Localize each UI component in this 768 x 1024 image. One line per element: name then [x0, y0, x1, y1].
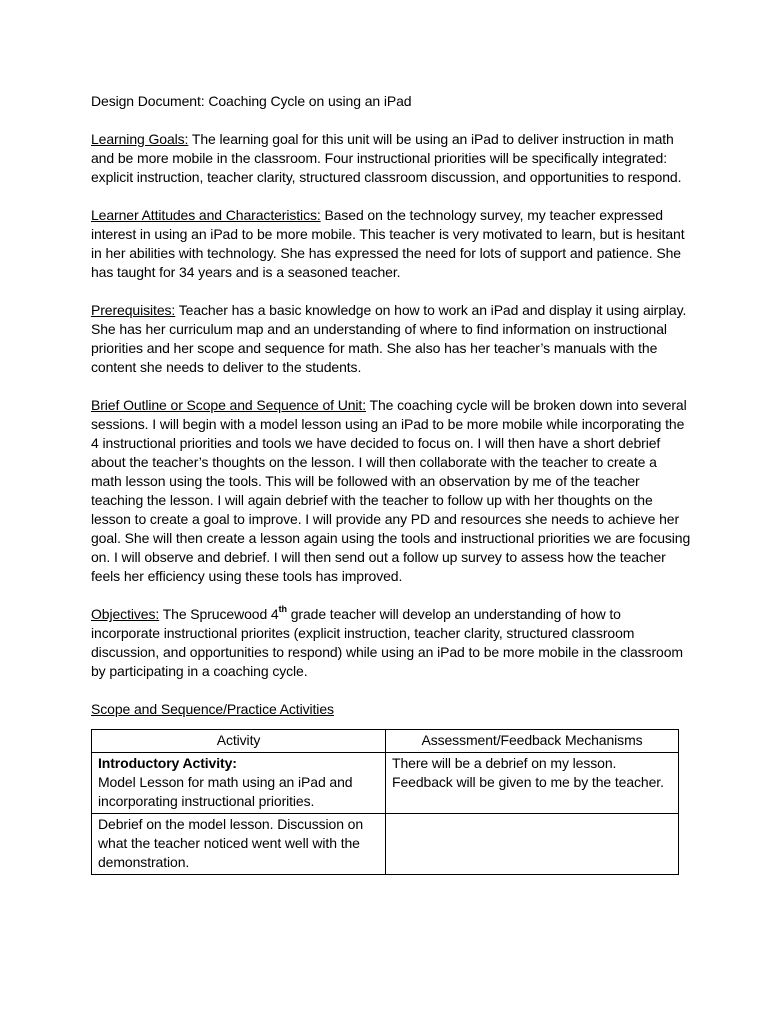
assessment-text-line: Feedback will be given to me by the teacher.	[392, 774, 664, 790]
learner-attitudes-heading: Learner Attitudes and Characteristics:	[91, 207, 321, 223]
column-header-assessment: Assessment/Feedback Mechanisms	[386, 730, 679, 753]
outline-heading: Brief Outline or Scope and Sequence of Unit:	[91, 397, 366, 413]
objectives-paragraph	[91, 605, 691, 681]
objectives-superscript: th	[278, 604, 287, 615]
table-row	[92, 814, 679, 875]
learning-goals-text: The learning goal for this unit will be using an iPad to deliver instruction in math and be more mobile in the classroom. Four instructional priorities will be specifically integrated: explicit instruction, teacher clarity, structured classroom discussion, and opportunities to respond.	[91, 131, 682, 185]
table-cell-assessment	[386, 753, 679, 814]
objectives-text-after: grade teacher will develop an understanding of how to incorporate instructional priorites (explicit instruction, teacher clarity, structured classroom discussion, and opportunities to respond) while using an iPad to be more mobile in the classroom by participating in a coaching cycle.	[91, 606, 683, 679]
assessment-text-line: There will be a debrief on my lesson.	[392, 755, 617, 771]
table-cell-assessment	[386, 814, 679, 875]
learner-attitudes-paragraph	[91, 206, 691, 282]
learner-attitudes-text: Based on the technology survey, my teacher expressed interest in using an iPad to be more mobile. This teacher is very motivated to learn, but is hesitant in her abilities with technology. She has expressed the need for lots of support and patience. She has taught for 34 years and is a seasoned teacher.	[91, 207, 685, 280]
outline-paragraph	[91, 396, 691, 586]
activity-text: Debrief on the model lesson. Discussion on what the teacher noticed went well with the demonstration.	[98, 816, 364, 870]
document-body	[91, 92, 691, 875]
table-cell-activity	[92, 753, 386, 814]
objectives-heading: Objectives:	[91, 606, 160, 622]
activity-title: Introductory Activity:	[98, 755, 237, 771]
activities-table	[91, 729, 679, 875]
column-header-activity: Activity	[92, 730, 386, 753]
outline-text: The coaching cycle will be broken down into several sessions. I will begin with a model lesson using an iPad to be more mobile while incorporating the 4 instructional priorities and tools we have decided to focus on. I will then have a short debrief about the teacher’s thoughts on the lesson. I will then collaborate with the teacher to create a math lesson using the tools. This will be followed with an observation by me of the teacher teaching the lesson. I will again debrief with the teacher to follow up with her thoughts on the lesson to create a goal to improve. I will provide any PD and resources she needs to achieve her goal. She will then create a lesson again using the tools and instructional priorities we are focusing on. I will observe and debrief. I will then send out a follow up survey to assess how the teacher feels her efficiency using these tools has improved.	[91, 397, 691, 584]
prerequisites-heading: Prerequisites:	[91, 302, 176, 318]
scope-sequence-heading: Scope and Sequence/Practice Activities	[91, 701, 334, 717]
prerequisites-text: Teacher has a basic knowledge on how to work an iPad and display it using airplay. She has her curriculum map and an understanding of where to find information on instructional priorities and her scope and sequence for math. She also has her teacher’s manuals with the content she needs to deliver to the students.	[91, 302, 687, 375]
table-row	[92, 753, 679, 814]
table-cell-activity	[92, 814, 386, 875]
table-header-row	[92, 730, 679, 753]
learning-goals-heading: Learning Goals:	[91, 131, 189, 147]
prerequisites-paragraph	[91, 301, 691, 377]
objectives-text-before: The Sprucewood 4	[159, 606, 279, 622]
learning-goals-paragraph	[91, 130, 691, 187]
activity-text: Model Lesson for math using an iPad and incorporating instructional priorities.	[98, 774, 353, 809]
document-title: Design Document: Coaching Cycle on using an iPad	[91, 93, 412, 109]
